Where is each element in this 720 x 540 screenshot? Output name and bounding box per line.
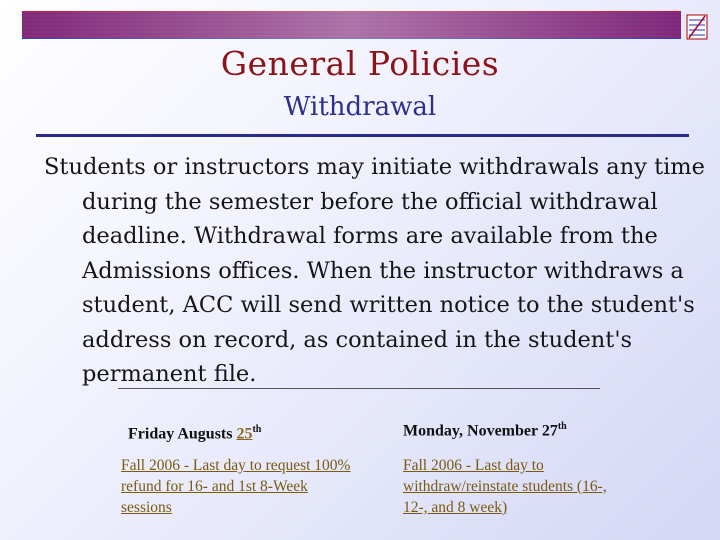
left-date-suffix: th <box>252 424 262 435</box>
section-divider <box>118 388 600 389</box>
corner-ornament-icon <box>686 14 708 40</box>
right-date-prefix: Monday, November 27 <box>403 422 558 440</box>
slide-subtitle: Withdrawal <box>283 92 437 122</box>
left-date-prefix: Friday Augusts <box>128 425 237 443</box>
withdraw-deadline-link[interactable]: Fall 2006 - Last day to withdraw/reinstate students (16-, 12-, and 8 week) <box>403 457 607 516</box>
left-date-heading <box>128 424 261 443</box>
right-date-heading <box>403 421 567 440</box>
title-divider <box>36 134 689 137</box>
right-date-suffix: th <box>557 421 567 432</box>
left-date-day: 25 <box>236 425 253 443</box>
policy-text: Students or instructors may initiate withdrawals any time during the semester before the official withdrawal deadline. Withdrawal forms are available from the Admissions offices. When the instructor withdraws a student, ACC will send written notice to the student's address on record, as contained in the student's permanent file. <box>44 154 705 387</box>
slide-title: General Policies <box>220 44 500 83</box>
refund-deadline-link[interactable]: Fall 2006 - Last day to request 100% refund for 16- and 1st 8-Week sessions <box>121 457 351 516</box>
decorative-header-band <box>22 11 681 39</box>
